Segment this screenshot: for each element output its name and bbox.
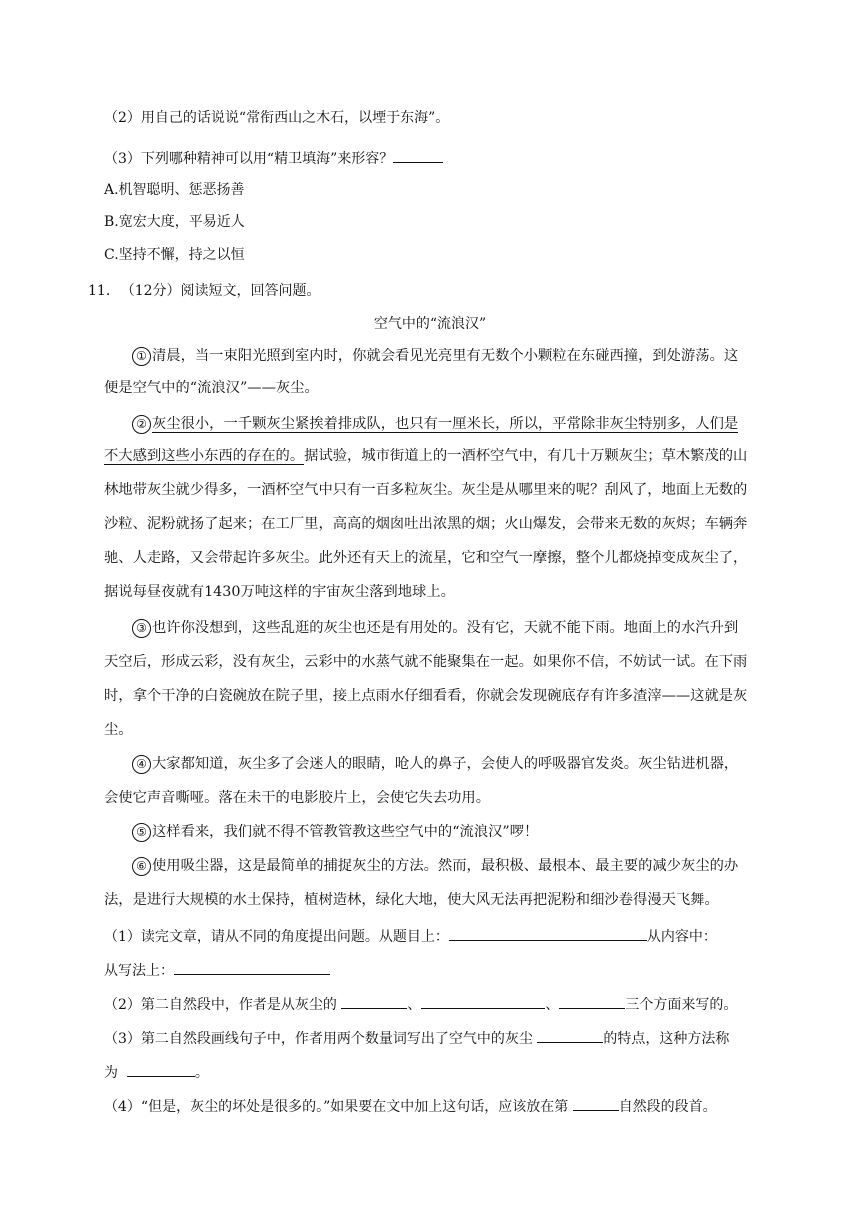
q11-sub4-text-b: 自然段的段首。 (618, 1099, 717, 1115)
q10-sub3-text: （3）下列哪种精神可以用“精卫填海”来形容？ (104, 151, 394, 167)
underlined-sentence-2: 不大感到这些小东西的存在的。 (104, 448, 305, 464)
paragraph-2-line-5: 驰、人走路，又会带起许多灰尘。此外还有天上的流星，它和空气一摩擦，整个儿都烧掉变成灰尘了， (104, 550, 748, 566)
q11-sub1-line-1 (104, 924, 717, 947)
q11-sub2-text-b: 三个方面来写的。 (625, 997, 738, 1013)
q11-sub4-blank (573, 1094, 619, 1111)
paragraph-1-line-2: 便是空气中的“流浪汉”——灰尘。 (104, 380, 319, 396)
paragraph-3-line-2: 天空后，形成云彩，没有灰尘，云彩中的水蒸气就不能聚集在一起。如果你不信，不妨试一试。在下雨 (104, 654, 748, 670)
q11-sub1-text-a: （1）读完文章，请从不同的角度提出问题。从题目上： (104, 929, 449, 945)
q11-sub3-text-d: 。 (194, 1065, 209, 1081)
passage-title: 空气中的“流浪汉” (373, 316, 487, 332)
paragraph-2-text-2: 据试验，城市街道上的一酒杯空气中，有几十万颗灰尘；草木繁茂的山 (304, 448, 748, 464)
q10-sub3 (104, 146, 443, 169)
q11-sub2-text-a: （2）第二自然段中，作者是从灰尘的 (104, 997, 337, 1013)
paragraph-6-line-2: 法，是进行大规模的水土保持，植树造林，绿化大地，使大风无法再把泥粉和细沙卷得漫天飞舞。 (104, 892, 719, 908)
q11-sub1-text-b: 从内容中： (646, 929, 717, 945)
paragraph-2-line-1 (132, 414, 738, 434)
paragraph-5-line-1 (132, 822, 538, 842)
q11-header-text: （12分）阅读短文，回答问题。 (120, 283, 321, 299)
paragraph-1-text-1: 清晨，当一束阳光照到室内时，你就会看见光亮里有无数个小颗粒在东碰西撞，到处游荡。这 (152, 348, 739, 364)
q11-sub2-blank-3 (559, 992, 625, 1009)
paragraph-marker-6: ⑥ (132, 857, 151, 876)
q11-sub2-sep-1: 、 (407, 997, 422, 1013)
paragraph-3-line-3: 时，拿个干净的白瓷碗放在院子里，接上点雨水仔细看看，你就会发现碗底存有许多渣滓——这就是灰 (104, 688, 748, 704)
paragraph-3-text-1: 也许你没想到，这些乱逛的灰尘也还是有用处的。没有它，天就不能下雨。地面上的水汽升到 (152, 620, 739, 636)
paragraph-1-line-1 (132, 346, 738, 366)
q10-sub2: （2）用自己的话说说“常衔西山之木石，以堙于东海”。 (104, 110, 450, 126)
q11-sub3-line-1 (104, 1026, 729, 1049)
q11-sub3-text-b: 的特点，这种方法称 (603, 1031, 730, 1047)
underlined-sentence-1: 灰尘很小，一千颗灰尘紧挨着排成队，也只有一厘米长，所以，平常除非灰尘特别多，人们是 (152, 416, 739, 432)
paragraph-6-line-1 (132, 856, 738, 876)
paragraph-3-line-4: 尘。 (104, 722, 133, 738)
q11-header (88, 281, 321, 301)
q11-sub1-blank-title (449, 924, 647, 941)
q11-sub2-blank-2 (421, 992, 545, 1009)
q10-option-b: B.宽宏大度，平易近人 (104, 214, 245, 230)
q11-sub1-line-2 (104, 958, 330, 981)
paragraph-3-line-1 (132, 618, 738, 638)
paragraph-6-text-1: 使用吸尘器，这是最简单的捕捉灰尘的方法。然而，最积极、最根本、最主要的减少灰尘的办 (152, 858, 739, 874)
q11-sub2 (104, 992, 737, 1015)
paragraph-4-text-1: 大家都知道，灰尘多了会迷人的眼睛，呛人的鼻子，会使人的呼吸器官发炎。灰尘钻进机器， (152, 756, 739, 772)
q11-sub3-text-a: （3）第二自然段画线句子中，作者用两个数量词写出了空气中的灰尘 (104, 1031, 533, 1047)
q11-sub1-blank-writing (174, 958, 330, 975)
q11-sub3-blank-2 (127, 1060, 195, 1077)
paragraph-marker-2: ② (132, 415, 151, 434)
q10-option-a: A.机智聪明、惩恶扬善 (104, 182, 245, 198)
q10-option-c: C.坚持不懈，持之以恒 (104, 247, 245, 263)
paragraph-4-line-1 (132, 754, 738, 774)
q10-sub3-blank (393, 146, 443, 163)
paragraph-2-line-3: 林地带灰尘就少得多，一酒杯空气中只有一百多粒灰尘。灰尘是从哪里来的呢？刮风了，地面上无数的 (104, 482, 748, 498)
paragraph-2-line-2 (104, 446, 747, 466)
q11-sub4 (104, 1094, 717, 1117)
q11-sub3-blank-1 (537, 1026, 603, 1043)
paragraph-marker-1: ① (132, 347, 151, 366)
q11-sub3-text-c: 为 (104, 1065, 118, 1081)
paragraph-marker-5: ⑤ (132, 823, 151, 842)
q11-sub2-sep-2: 、 (545, 997, 560, 1013)
q11-sub1-text-c: 从写法上： (104, 963, 174, 979)
paragraph-2-line-4: 沙粒、泥粉就扬了起来；在工厂里，高高的烟囱吐出浓黑的烟；火山爆发，会带来无数的灰烬；车辆奔 (104, 516, 748, 532)
q11-number: 11. (88, 283, 111, 299)
paragraph-marker-3: ③ (132, 619, 151, 638)
q11-sub3-line-2 (104, 1060, 209, 1083)
q11-sub2-blank-1 (341, 992, 407, 1009)
paragraph-4-line-2: 会使它声音嘶哑。落在未干的电影胶片上，会使它失去功用。 (104, 790, 491, 806)
paragraph-marker-4: ④ (132, 755, 151, 774)
paragraph-5-text-1: 这样看来，我们就不得不管教管教这些空气中的“流浪汉”啰！ (152, 824, 539, 840)
paragraph-2-line-6: 据说每昼夜就有1430万吨这样的宇宙灰尘落到地球上。 (104, 584, 455, 600)
q11-sub4-text-a: （4）“但是，灰尘的坏处是很多的。”如果要在文中加上这句话，应该放在第 (104, 1099, 569, 1115)
